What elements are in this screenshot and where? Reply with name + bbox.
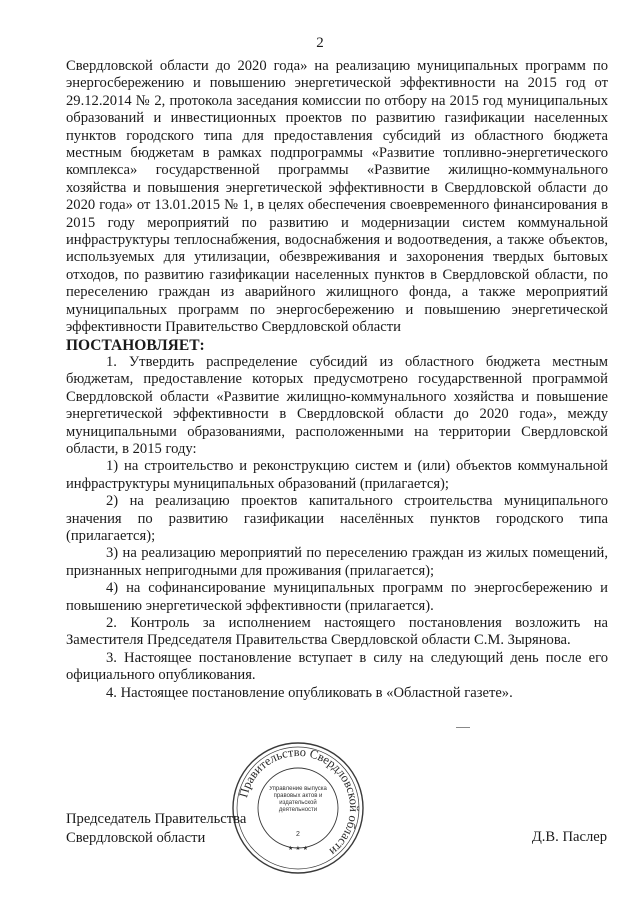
seal-center-text: Управление выпуска правовых актов и издательской деятельности <box>269 786 327 813</box>
decree-heading: ПОСТАНОВЛЯЕТ: <box>66 336 205 354</box>
official-seal <box>230 740 366 876</box>
paragraph-1: 1. Утвердить распределение субсидий из областного бюджета местным бюджетам, предоставление которых предусмотрено государственной программой Свердловской области «Развитие жилищно-коммунального хозяйства и повышение энергетической эффективности в Свердловской области до 2020 года», между муниципальными образованиями, расположенными на территории Свердловской области, в 2015 году: <box>66 353 608 457</box>
page-number: 2 <box>316 35 324 51</box>
paragraph-3: 3. Настоящее постановление вступает в силу на следующий день после его официального опубликования. <box>66 649 608 684</box>
subparagraph-3: 3) на реализацию мероприятий по переселению граждан из жилых помещений, признанных непригодными для проживания (прилагается); <box>66 545 608 579</box>
subparagraph-1: 1) на строительство и реконструкцию систем и (или) объектов коммунальной инфраструктуры муниципальных образований (прилагается); <box>66 458 608 492</box>
separator-mark <box>456 727 470 728</box>
intro-paragraph: Свердловской области до 2020 года» на реализацию муниципальных программ по энергосбережению и повышению энергетической эффективности на 2015 год от 29.12.2014 № 2, протокола заседания комиссии по отбору на 2015 год муниципальных образований и инвестиционных проектов по развитию газификации населенных пунктов городского типа для предоставления субсидий из областного бюджета местным бюджетам в рамках подпрограммы «Развитие топливно-энергетического комплекса» государственной программы «Развитие жилищно-коммунального хозяйства и повышения энергетической эффективности в Свердловской области до 2020 года» от 13.01.2015 № 1, в целях обеспечения своевременного финансирования в 2015 году мероприятий по развитию и модернизации систем коммунальной инфраструктуры теплоснабжения, водоснабжения и водоотведения, а также объектов, используемых для утилизации, обезвреживания и захоронения твердых бытовых отходов, по развитию газификации населенных пунктов в Свердловской области, по переселению граждан из аварийного жилищного фонда, а также мероприятий муниципальных программ по энергосбережению и повышению энергетической эффективности Правительство Свердловской области <box>66 58 608 336</box>
signatory-title-line1: Председатель Правительства <box>66 811 247 827</box>
seal-stars: ★ ★ ★ <box>288 845 308 852</box>
document-body <box>66 58 608 702</box>
subparagraph-2: 2) на реализацию проектов капитального строительства муниципального значения по развитию газификации населённых пунктов городского типа (прилагается); <box>66 493 608 544</box>
seal-number: 2 <box>296 831 300 838</box>
signatory-title-line2: Свердловской области <box>66 830 206 846</box>
signatory-title <box>66 810 246 848</box>
signatory-name: Д.В. Паслер <box>531 829 607 845</box>
paragraph-2: 2. Контроль за исполнением настоящего постановления возложить на Заместителя Председателя Правительства Свердловской области С.М. Зырянова. <box>66 615 608 649</box>
seal-ring-text: Правительство Свердловской области <box>236 744 362 859</box>
paragraph-4: 4. Настоящее постановление опубликовать в «Областной газете». <box>106 684 513 701</box>
subparagraph-4: 4) на софинансирование муниципальных программ по энергосбережению и повышению энергетической эффективности (прилагается). <box>66 580 608 614</box>
